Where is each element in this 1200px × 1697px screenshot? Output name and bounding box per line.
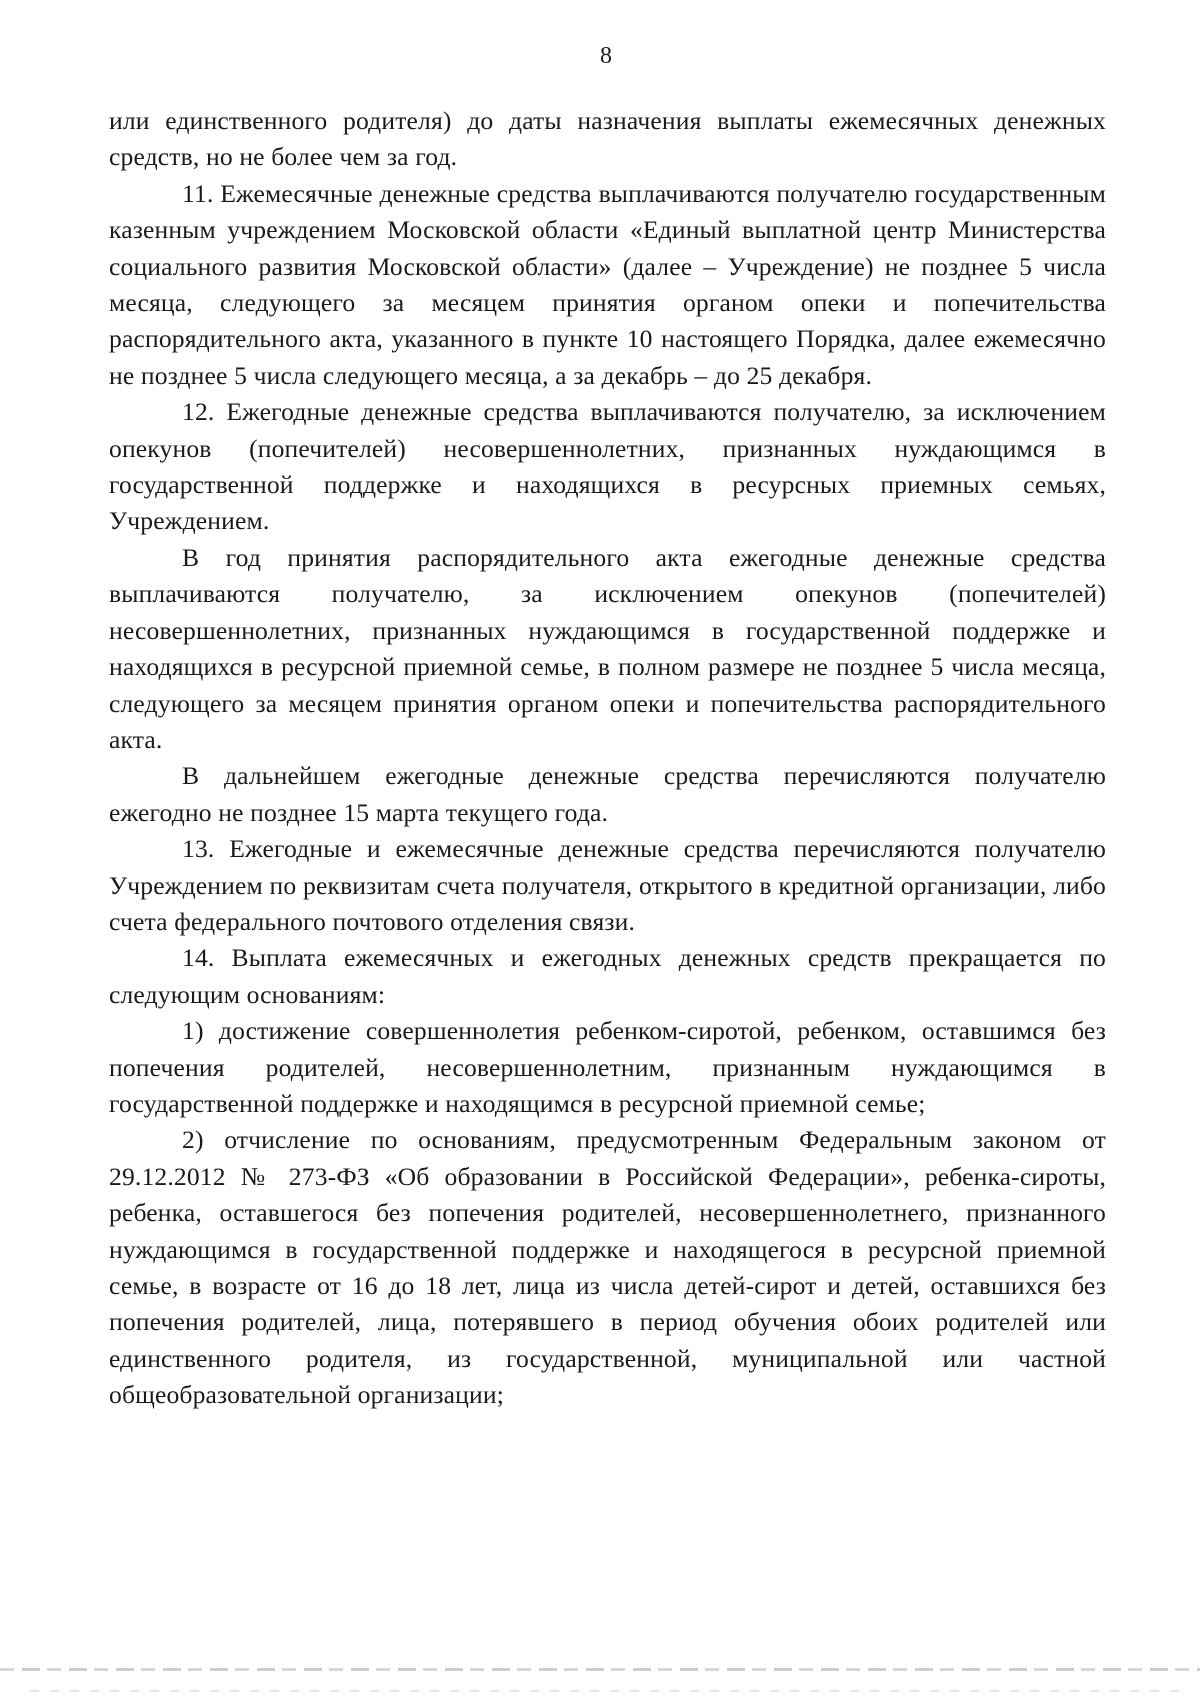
paragraph-item-14-2: 2) отчисление по основаниям, предусмотренным Федеральным законом от 29.12.2012 № 273-ФЗ «Об образовании в Российской Федерации», ребенка-сироты, ребенка, оставшегося без попечения родителей, несовершеннолетнего, признанного нуждающимся в государственной поддержке и находящегося в ресурсной приемной семье, в возрасте от 16 до 18 лет, лица из числа детей-сирот и детей, оставшихся без попечения родителей, лица, потерявшего в период обучения обоих родителей или единственного родителя, из государственной, муниципальной или частной общеобразовательной организации; [109, 1125, 1106, 1410]
paragraph-item-13: 13. Ежегодные и ежемесячные денежные средства перечисляются получателю Учреждением по реквизитам счета получателя, открытого в кредитной организации, либо счета федерального почтового отделения связи. [109, 834, 1106, 936]
page-number: 8 [600, 43, 612, 69]
paragraph-item-12-year-of-act: В год принятия распорядительного акта ежегодные денежные средства выплачиваются получателю, за исключением опекунов (попечителей) несовершеннолетних, признанных нуждающимся в государственной поддержке и находящихся в ресурсной приемной семье, в полном размере не позднее 5 числа месяца, следующего за месяцем принятия органом опеки и попечительства распорядительного акта. [109, 542, 1106, 754]
paragraph-item-14: 14. Выплата ежемесячных и ежегодных денежных средств прекращается по следующим основаниям: [109, 943, 1106, 1009]
scan-edge-artifact-lower [30, 1690, 1180, 1692]
paragraph-item-12: 12. Ежегодные денежные средства выплачиваются получателю, за исключением опекунов (попечителей) несовершеннолетних, признанных нуждающимся в государственной поддержке и находящихся в ресурсных приемных семьях, Учреждением. [109, 397, 1106, 536]
paragraph-continuation: или единственного родителя) до даты назначения выплаты ежемесячных денежных средств, но не более чем за год. [109, 106, 1106, 172]
paragraph-item-12-annual: В дальнейшем ежегодные денежные средства перечисляются получателю ежегодно не позднее 15 марта текущего года. [109, 761, 1106, 827]
document-body [109, 103, 1106, 1414]
paragraph-item-11: 11. Ежемесячные денежные средства выплачиваются получателю государственным казенным учреждением Московской области «Единый выплатной центр Министерства социального развития Московской области» (далее – Учреждение) не позднее 5 числа месяца, следующего за месяцем принятия органом опеки и попечительства распорядительного акта, указанного в пункте 10 настоящего Порядка, далее ежемесячно не позднее 5 числа следующего месяца, а за декабрь – до 25 декабря. [109, 178, 1106, 390]
paragraph-item-14-1: 1) достижение совершеннолетия ребенком-сиротой, ребенком, оставшимся без попечения родителей, несовершеннолетним, признанным нуждающимся в государственной поддержке и находящимся в ресурсной приемной семье; [109, 1016, 1106, 1118]
scan-edge-artifact [0, 1668, 1200, 1671]
